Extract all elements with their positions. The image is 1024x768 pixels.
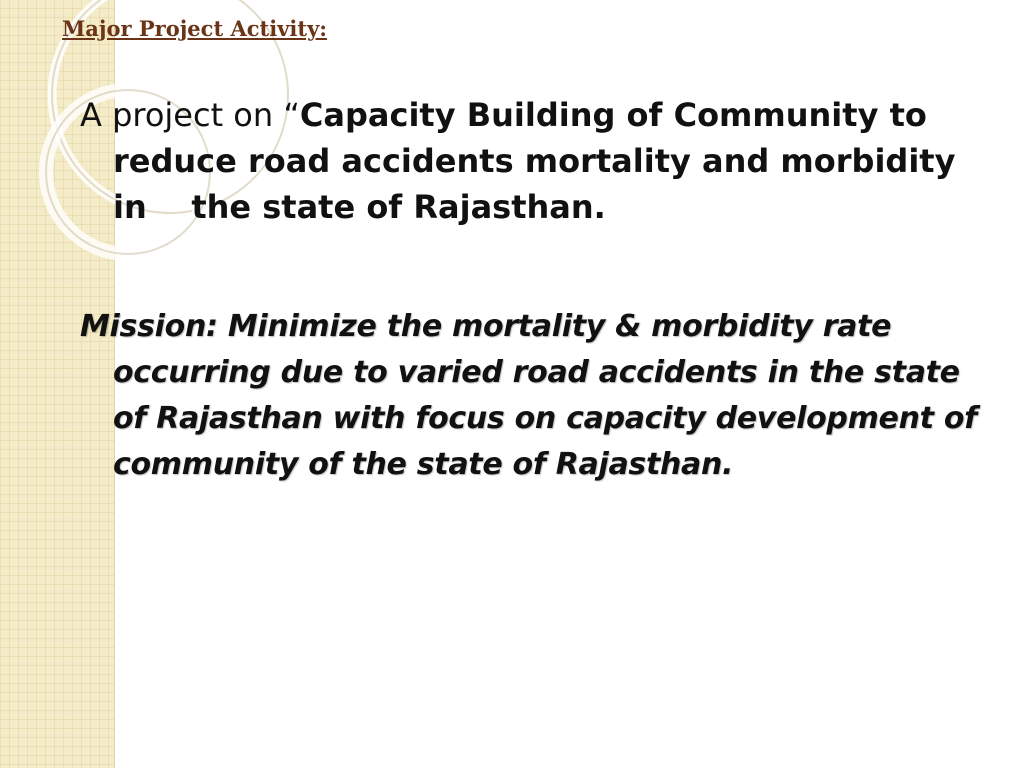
project-paragraph [80, 92, 980, 230]
mission-label: Mission: [80, 309, 228, 344]
mission-text: Minimize the mortality & morbidity rate occurring due to varied road accidents in the state of Rajasthan with focus on capacity development of community of the state of Rajasthan. [113, 309, 977, 482]
slide-body [80, 92, 980, 488]
project-intro: A project on “ [80, 96, 300, 134]
mission-paragraph [80, 304, 980, 488]
project-title: Capacity Building of Community to reduce road accidents mortality and morbidity in the state of Rajasthan. [113, 96, 956, 226]
slide-title: Major Project Activity: [62, 16, 328, 41]
